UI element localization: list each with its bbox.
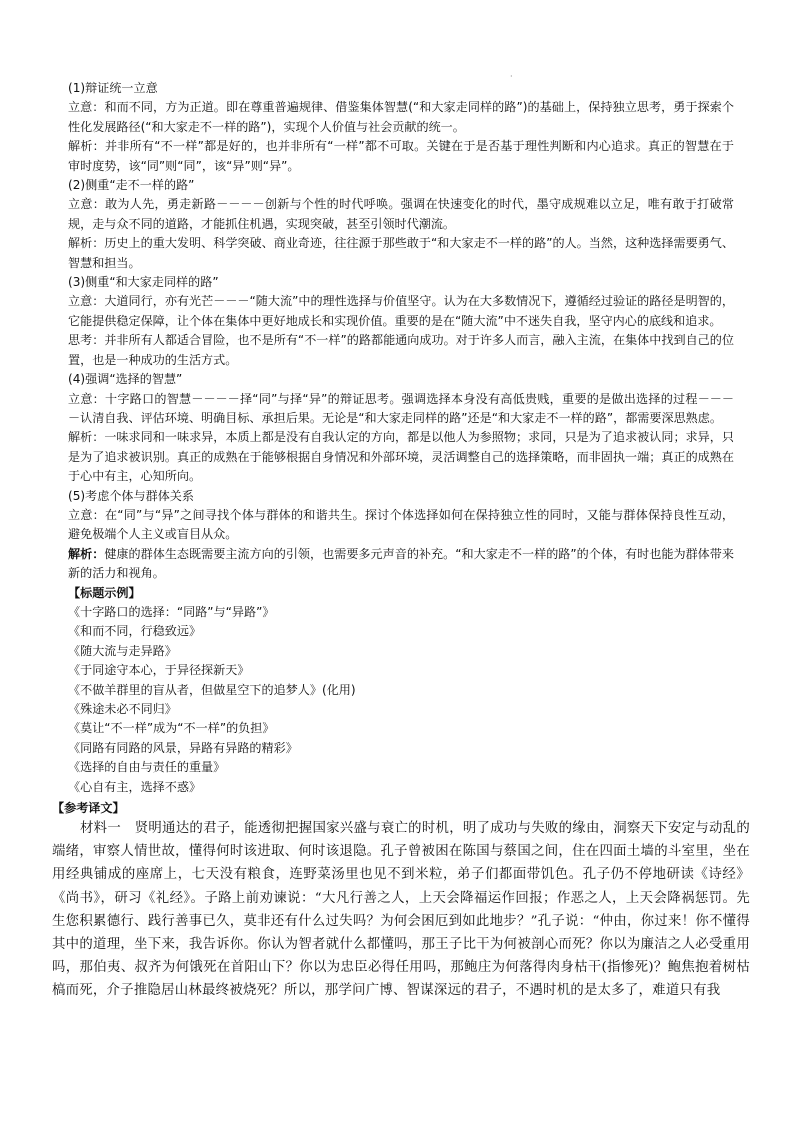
- paragraph-label: 立意：: [68, 294, 105, 309]
- section-paragraph: [68, 234, 734, 273]
- section-heading: (1)辩证统一立意: [68, 81, 158, 95]
- paragraph-label: 解析：: [68, 546, 105, 561]
- paragraph-text: 健康的群体生态既需要主流方向的引领，也需要多元声音的补充。“和大家走不一样的路”的个体，有时也能为群体带来新的活力和视角。: [68, 546, 734, 581]
- paragraph-text: 和而不同，方为正道。即在尊重普遍规律、借鉴集体智慧(“和大家走同样的路”)的基础上，保持独立思考，勇于探索个性化发展路径(“和大家走不一样的路”)，实现个人价值与社会贡献的统一。: [68, 100, 734, 134]
- title-example-item: 《随大流与走异路》: [68, 643, 177, 658]
- section-paragraph: [68, 545, 734, 584]
- section-paragraph: [68, 331, 734, 370]
- paragraph-label: 思考：: [68, 333, 105, 348]
- stray-mark: ·: [510, 72, 513, 81]
- title-example-item: 《十字路口的选择：“同路”与“异路”》: [68, 604, 275, 619]
- paragraph-text: 历史上的重大发明、科学突破、商业奇迹，往往源于那些敢于“和大家走不一样的路”的人。当然，这种选择需要勇气、智慧和担当。: [68, 236, 734, 270]
- paragraph-label: 立意：: [68, 100, 105, 115]
- paragraph-label: 解析：: [68, 430, 105, 445]
- section-paragraph: [68, 428, 734, 486]
- paragraph-text: 大道同行，亦有光芒－－－“随大流”中的理性选择与价值坚守。认为在大多数情况下，遵循经过验证的路径是明智的，它能提供稳定保障，让个体在集体中更好地成长和实现价值。重要的是在“随大流”中不迷失自我，坚守内心的底线和追求。: [68, 294, 734, 328]
- paragraph-text: 并非所有人都适合冒险，也不是所有“不一样”的路都能通向成功。对于许多人而言，融入主流，在集体中找到自己的位置，也是一种成功的生活方式。: [68, 333, 734, 367]
- title-example-item: 《同路有同路的风景，异路有异路的精彩》: [68, 740, 298, 755]
- title-example-item: 《于同途守本心，于异径探新天》: [68, 663, 250, 678]
- title-example-item: 《不做羊群里的盲从者，但做星空下的追梦人》(化用): [68, 682, 356, 697]
- paragraph-text: 一味求同和一味求异，本质上都是没有自我认定的方向，都是以他人为参照物；求同，只是为了追求被认同；求异，只是为了追求被识别。真正的成熟在于能够根据自身情况和外部环境，灵活调整自己的选择策略，而非固执一端；真正的成熟在于心中有主，心知所向。: [68, 430, 734, 484]
- title-example-item: 《莫让“不一样”成为“不一样”的负担》: [68, 721, 275, 736]
- section-paragraph: [68, 137, 734, 176]
- paragraph-text: 并非所有“不一样”都是好的，也并非所有“一样”都不可取。关键在于是否基于理性判断和内心追求。真正的智慧在于审时度势，该“同”则“同”，该“异”则“异”。: [68, 139, 734, 173]
- paragraph-text: 十字路口的智慧－－－－择“同”与择“异”的辩证思考。强调选择本身没有高低贵贱，重要的是做出选择的过程－－－－认清自我、评估环境、明确目标、承担后果。无论是“和大家走同样的路”还是“和大家走不一样的路”，都需要深思熟虑。: [68, 391, 734, 425]
- section-paragraph: [68, 292, 734, 331]
- translation-heading: 【参考译文】: [52, 801, 125, 816]
- paragraph-label: 立意：: [68, 507, 105, 522]
- title-example-item: 《心自有主，选择不惑》: [68, 779, 202, 794]
- paragraph-label: 立意：: [68, 391, 106, 406]
- section-heading: (5)考虑个体与群体关系: [68, 488, 194, 503]
- paragraph-label: 解析：: [68, 236, 105, 251]
- section-heading: (2)侧重“走不一样的路”: [68, 178, 195, 193]
- paragraph-text: 敢为人先，勇走新路－－－－创新与个性的时代呼唤。强调在快速变化的时代，墨守成规难以立足，唯有敢于打破常规，走与众不同的道路，才能抓住机遇，实现突破，甚至引领时代潮流。: [68, 197, 734, 231]
- title-examples-heading: 【标题示例】: [68, 585, 141, 600]
- section-paragraph: [68, 195, 734, 234]
- title-example-item: 《和而不同，行稳致远》: [68, 624, 202, 639]
- section-paragraph: [68, 506, 734, 545]
- section-heading: (3)侧重“和大家走同样的路”: [68, 275, 219, 290]
- title-example-item: 《殊途未必不同归》: [68, 702, 177, 716]
- paragraph-label: 解析：: [68, 139, 105, 154]
- title-example-item: 《选择的自由与责任的重量》: [68, 760, 226, 775]
- paragraph-text: 在“同”与“异”之间寻找个体与群体的和谐共生。探讨个体选择如何在保持独立性的同时，又能与群体保持良性互动，避免极端个人主义或盲目从众。: [68, 507, 734, 542]
- document-content: [52, 79, 750, 1003]
- paragraph-label: 立意：: [68, 197, 106, 212]
- translation-text: 材料一 贤明通达的君子，能透彻把握国家兴盛与衰亡的时机，明了成功与失败的缘由，洞察天下安定与动乱的端绪，审察人情世故，懂得何时该进取、何时该退隐。孔子曾被困在陈国与蔡国之间，住在四面土墙的斗室里，坐在用经典铺成的座席上，七天没有粮食，连野菜汤里也见不到米粒，弟子们都面带饥色。孔子仍不停地研读《诗经》《尚书》，研习《礼经》。子路上前劝谏说：“大凡行善之人，上天会降福运作回报；作恶之人，上天会降祸惩罚。先生您积累德行、践行善事已久，莫非还有什么过失吗？为何会困厄到如此地步？”孔子说：“仲由，你过来！你不懂得其中的道理，坐下来，我告诉你。你认为智者就什么都懂吗，那王子比干为何被剖心而死？你以为廉洁之人必受重用吗，那伯夷、叔齐为何饿死在首阳山下？你以为忠臣必得任用吗，那鲍庄为何落得肉身枯干(指惨死)？鲍焦抱着树枯槁而死，介子推隐居山林最终被烧死？所以，那学问广博、智谋深远的君子，不遇时机的是太多了，难道只有我: [52, 821, 750, 999]
- section-heading: (4)强调“选择的智慧”: [68, 372, 183, 387]
- section-paragraph: [68, 98, 734, 137]
- section-paragraph: [68, 390, 734, 429]
